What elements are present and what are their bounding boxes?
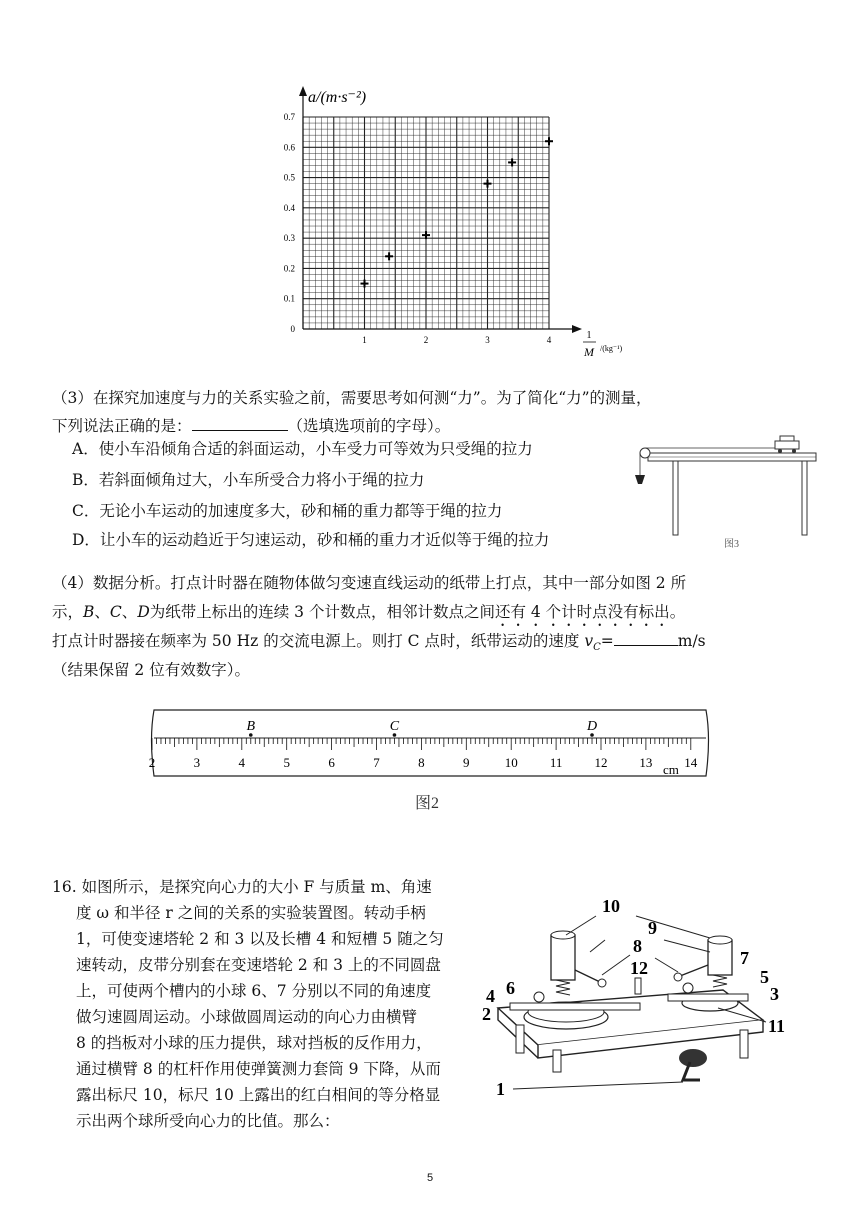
- y-tick-label: 0.1: [283, 293, 295, 304]
- data-point: [508, 158, 516, 166]
- count-point-label: C: [389, 719, 400, 734]
- ruler-number: 9: [463, 755, 470, 770]
- data-point: [385, 252, 393, 260]
- q4-answer-blank[interactable]: [614, 627, 678, 646]
- q4-line3: 打点计时器接在频率为 50 Hz 的交流电源上。则打 C 点时，纸带运动的速度 $v_C= m/s$: [52, 627, 852, 662]
- q16-text: 16. 如图所示，是探究向心力的大小 F 与质量 m、角速 度 ω 和半径 r 之间的关系的实验装置图。转动手柄 1，可使变速塔轮 2 和 3 以及长槽 4 和短槽 5 随之匀 速转动，皮带分别套在变速塔轮 2 和 3 上的不同圆盘 上，可使两个槽内的小球 6、7 分别以不同的角速度 做匀速圆周运动。小球做圆周运动的向心力由横臂 8 的挡板对小球的压力提供，球对挡板的反作用力， 通过横臂 8 的杠杆作用使弹簧测力套筒 9 下降，从而 露出标尺 10，标尺 10 上露出的红白相间的等分格显 示出两个球所受向心力的比值。那么：: [52, 878, 444, 1130]
- label-7: 7: [740, 948, 749, 968]
- x-axis-label-unit: /(kg⁻¹): [600, 344, 623, 353]
- q3-intro-line1: （3）在探究加速度与力的关系实验之前，需要思考如何测“力”。为了简化“力”的测量，: [52, 389, 652, 407]
- cart-wheel: [792, 449, 796, 453]
- point-label-d: D: [137, 603, 150, 621]
- ball-7: [683, 983, 693, 993]
- ruler-number: 14: [684, 755, 698, 770]
- ball-6: [534, 992, 544, 1002]
- data-point: [484, 180, 492, 188]
- pin-12: [635, 978, 641, 994]
- q3-option-a: A．使小车沿倾角合适的斜面运动，小车受力可等效为只受绳的拉力: [72, 440, 533, 458]
- leg: [740, 1030, 748, 1058]
- ruler-number: 10: [504, 755, 518, 770]
- pulley: [640, 448, 650, 458]
- right-sleeve: [708, 940, 732, 975]
- long-slot: [510, 1003, 640, 1010]
- label-8: 8: [633, 936, 642, 956]
- bucket: [635, 475, 645, 484]
- ruler-number: 12: [594, 755, 608, 770]
- ruler-number: 13: [639, 755, 653, 770]
- y-tick-label: 0.6: [283, 142, 295, 153]
- figure-2-ruler: [140, 700, 720, 820]
- ruler-number: 8: [418, 755, 425, 770]
- q4-line1: （4）数据分析。打点计时器在随物体做匀变速直线运动的纸带上打点，其中一部分如图 2 所: [52, 574, 687, 592]
- point-label-c: C: [109, 603, 122, 621]
- leg: [553, 1050, 561, 1072]
- q3-option-d: D．让小车的运动趋近于匀速运动，砂和桶的重力才近似等于绳的拉力: [72, 531, 550, 549]
- label-6: 6: [506, 978, 515, 998]
- y-tick-labels: [284, 112, 296, 334]
- chart-grid: [303, 117, 549, 329]
- cart-top: [780, 436, 794, 441]
- ruler-number: 11: [549, 755, 563, 770]
- ruler-number: 3: [193, 755, 201, 770]
- ruler-number: 7: [373, 755, 380, 770]
- q4-line4: （结果保留 2 位有效数字）。: [52, 661, 250, 679]
- q4-line2: 示，B、C、D为纸带上标出的连续 3 个计数点，相邻计数点之间还有 4 个计时点没有标出。: [52, 603, 686, 621]
- label-5: 5: [760, 967, 769, 987]
- figure-3-cart-table: [630, 430, 820, 554]
- arm-right: [680, 965, 708, 976]
- table-leg-left: [673, 461, 678, 535]
- label-11: 11: [768, 1016, 786, 1036]
- x-axis-label-denominator: M: [584, 345, 594, 359]
- label-2: 2: [482, 1004, 491, 1024]
- x-tick-label: 2: [423, 335, 429, 345]
- x-axis-label-numerator: 1: [586, 330, 592, 341]
- q3-option-c: C．无论小车运动的加速度多大，砂和桶的重力都等于绳的拉力: [72, 502, 503, 520]
- figure-2-caption: 图2: [415, 795, 440, 812]
- point-label-b: B: [83, 603, 95, 621]
- x-tick-label: 3: [485, 335, 490, 345]
- y-tick-label: 0: [290, 324, 295, 334]
- label-9: 9: [648, 918, 657, 938]
- crank-gear: [679, 1049, 707, 1067]
- q3-intro-suffix: （选填选项前的字母）。: [287, 417, 451, 435]
- arm-left: [575, 970, 600, 982]
- page-number: 5: [426, 1172, 434, 1184]
- velocity-symbol: v: [584, 632, 594, 650]
- x-tick-label: 1: [362, 335, 367, 345]
- leg: [516, 1025, 524, 1053]
- y-tick-label: 0.4: [283, 202, 295, 213]
- acceleration-chart: [260, 80, 640, 365]
- label-3: 3: [770, 984, 779, 1004]
- right-spring: [713, 975, 727, 987]
- x-tick-labels: [362, 335, 552, 345]
- q3-intro-prefix: 下列说法正确的是：: [52, 417, 192, 435]
- y-tick-label: 0.3: [283, 233, 295, 244]
- label-12: 12: [630, 958, 648, 978]
- y-axis-arrow: [299, 86, 307, 96]
- figure-3-label: 图3: [724, 539, 739, 550]
- data-point: [361, 280, 369, 288]
- data-point: [545, 137, 553, 145]
- count-point-label: B: [246, 719, 256, 734]
- x-axis-arrow: [572, 325, 582, 333]
- left-spring: [556, 980, 570, 995]
- cart-wheel: [778, 449, 782, 453]
- ruler-unit: cm: [663, 762, 679, 777]
- count-point-label: D: [586, 719, 598, 734]
- label-1: 1: [496, 1079, 505, 1099]
- left-sleeve: [551, 935, 575, 980]
- ruler-number: 6: [328, 755, 335, 770]
- label-4: 4: [486, 986, 495, 1006]
- y-axis-label: a/(m·s⁻²): [308, 89, 367, 106]
- y-tick-label: 0.7: [283, 112, 295, 122]
- emphasized-text: 还有 4 个计时点没有标出: [494, 603, 670, 621]
- short-slot: [668, 994, 748, 1001]
- x-tick-label: 4: [546, 335, 552, 345]
- label-10: 10: [602, 896, 620, 916]
- centripetal-force-apparatus: [478, 890, 798, 1100]
- y-tick-label: 0.2: [283, 263, 295, 274]
- cart-body: [775, 441, 799, 449]
- ruler-number: 5: [283, 755, 290, 770]
- table-leg-right: [802, 461, 807, 535]
- q3-option-b: B．若斜面倾角过大，小车所受合力将小于绳的拉力: [72, 471, 425, 489]
- ruler-number: 4: [238, 755, 246, 770]
- q3-answer-blank[interactable]: [192, 412, 288, 431]
- y-tick-label: 0.5: [283, 172, 295, 183]
- ruler-number: 2: [148, 755, 156, 770]
